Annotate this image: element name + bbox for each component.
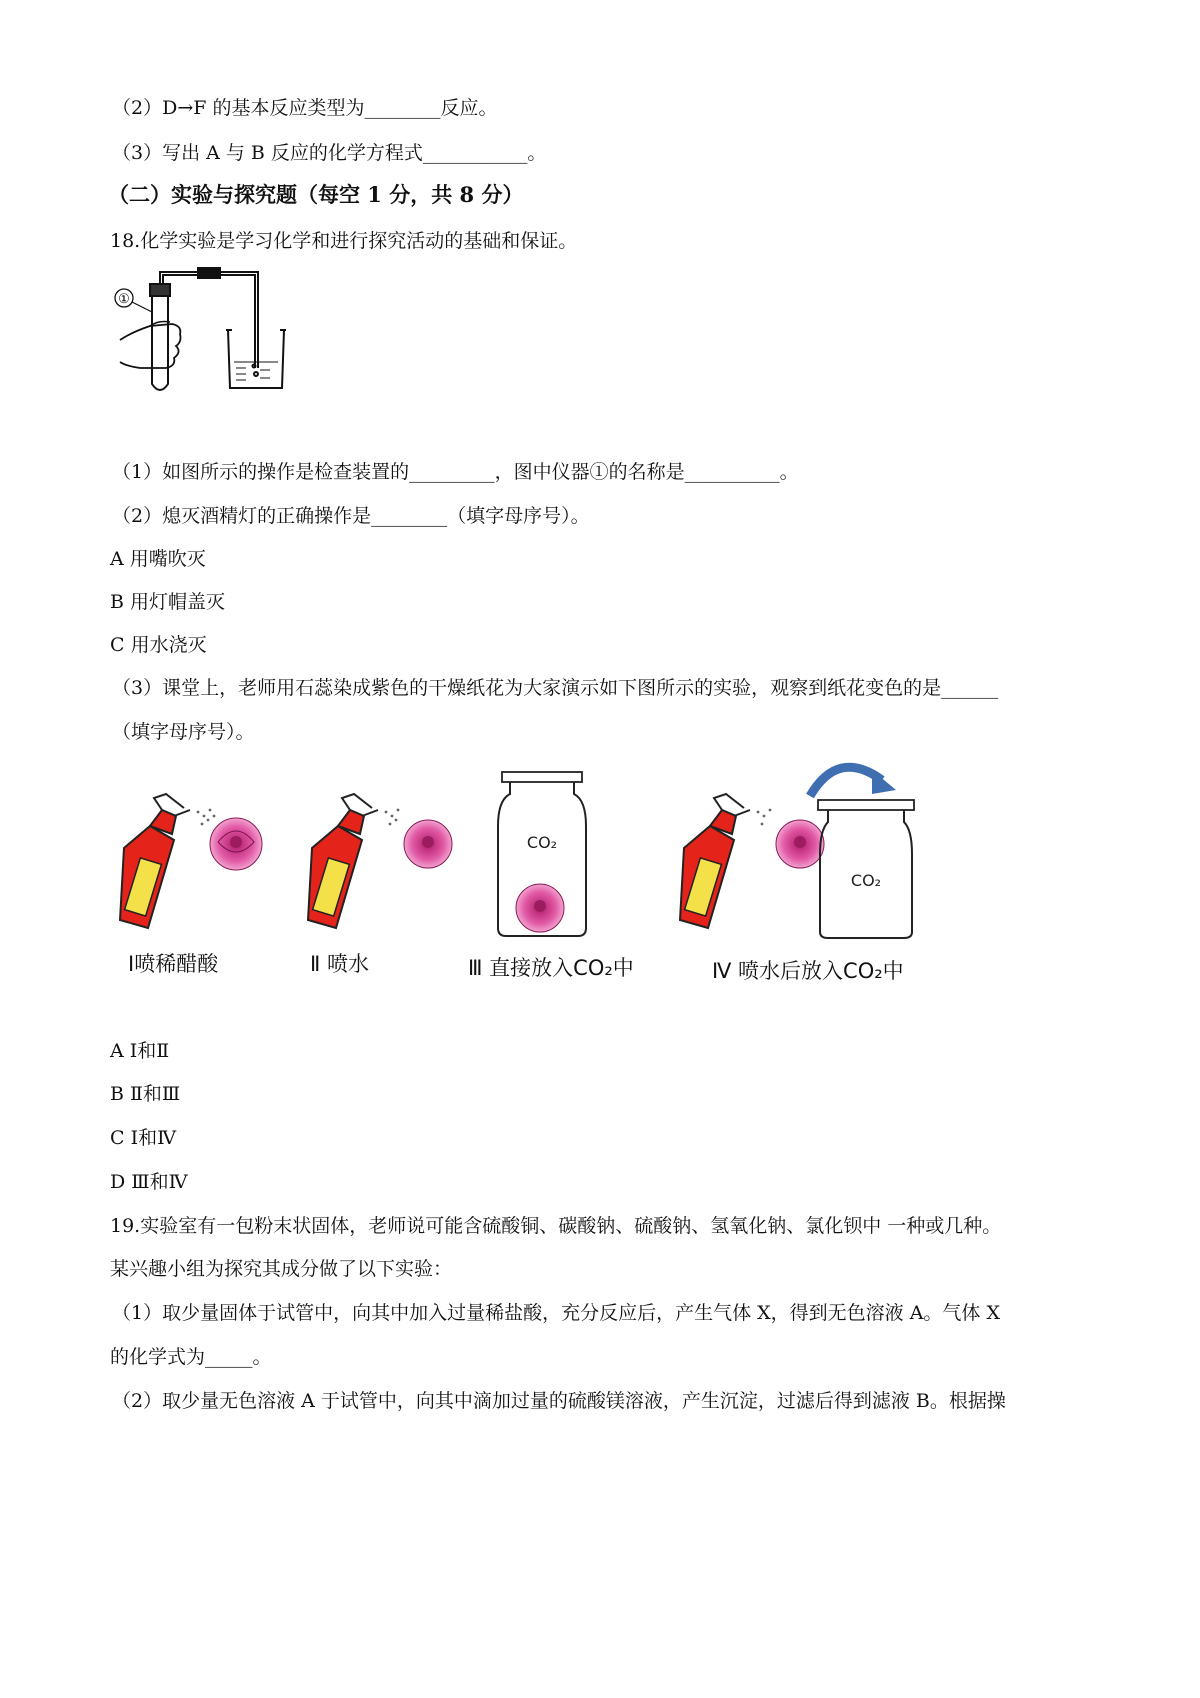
question-17-2: （2）D→F 的基本反应类型为________反应。 bbox=[112, 97, 498, 119]
airtightness-check-figure bbox=[110, 262, 300, 402]
caption-2: Ⅱ 喷水 bbox=[310, 952, 370, 976]
answer-b: B Ⅱ和Ⅲ bbox=[110, 1083, 181, 1105]
paper-flower-4 bbox=[776, 820, 824, 868]
gas-jar-4 bbox=[818, 800, 914, 938]
caption-3: Ⅲ 直接放入CO₂中 bbox=[468, 956, 634, 980]
question-19-stem: 19.实验室有一包粉末状固体，老师说可能含硫酸铜、碳酸钠、硫酸钠、氢氧化钠、氯化钡中 一种或几种。 bbox=[110, 1215, 1002, 1237]
question-18-2: （2）熄灭酒精灯的正确操作是________（填字母序号）。 bbox=[112, 505, 590, 527]
spray-bottle-2 bbox=[308, 794, 378, 928]
option-a: A 用嘴吹灭 bbox=[110, 548, 206, 570]
paper-flower-2 bbox=[404, 820, 452, 868]
curved-arrow-icon bbox=[810, 767, 882, 796]
jar-label-4: CO₂ bbox=[850, 871, 882, 890]
answer-a: A Ⅰ和Ⅱ bbox=[110, 1040, 170, 1062]
question-19-1: （1）取少量固体于试管中，向其中加入过量稀盐酸，充分反应后，产生气体 X，得到无色溶液 A。气体 X bbox=[112, 1302, 1000, 1324]
question-18-stem: 18.化学实验是学习化学和进行探究活动的基础和保证。 bbox=[110, 230, 578, 252]
question-17-3: （3）写出 A 与 B 反应的化学方程式___________。 bbox=[112, 142, 547, 164]
option-b: B 用灯帽盖灭 bbox=[110, 591, 226, 613]
section-heading: （二）实验与探究题（每空 1 分，共 8 分） bbox=[108, 182, 524, 207]
question-19-1-cont: 的化学式为_____。 bbox=[110, 1346, 272, 1368]
litmus-flower-figure bbox=[110, 750, 930, 950]
question-18-3-cont: （填字母序号）。 bbox=[112, 721, 255, 743]
spray-bottle-1 bbox=[120, 794, 190, 928]
jar-label-3: CO₂ bbox=[526, 833, 558, 852]
question-18-3: （3）课堂上，老师用石蕊染成紫色的干燥纸花为大家演示如下图所示的实验，观察到纸花变色的是______ bbox=[112, 677, 999, 699]
caption-1: Ⅰ喷稀醋酸 bbox=[128, 952, 219, 976]
answer-c: C Ⅰ和Ⅳ bbox=[110, 1127, 177, 1149]
caption-4: Ⅳ 喷水后放入CO₂中 bbox=[712, 959, 904, 983]
question-19-2: （2）取少量无色溶液 A 于试管中，向其中滴加过量的硫酸镁溶液，产生沉淀，过滤后得到滤液 B。根据操 bbox=[112, 1390, 1006, 1412]
instrument-label: ① bbox=[118, 292, 130, 307]
gas-jar-3 bbox=[498, 772, 586, 936]
paper-flower-1 bbox=[210, 818, 262, 870]
option-c: C 用水浇灭 bbox=[110, 634, 207, 656]
spray-bottle-4 bbox=[680, 794, 750, 928]
question-18-1: （1）如图所示的操作是检查装置的_________，图中仪器①的名称是__________。 bbox=[112, 461, 799, 483]
question-19-stem-cont: 某兴趣小组为探究其成分做了以下实验： bbox=[110, 1258, 453, 1280]
answer-d: D Ⅲ和Ⅳ bbox=[110, 1171, 188, 1193]
